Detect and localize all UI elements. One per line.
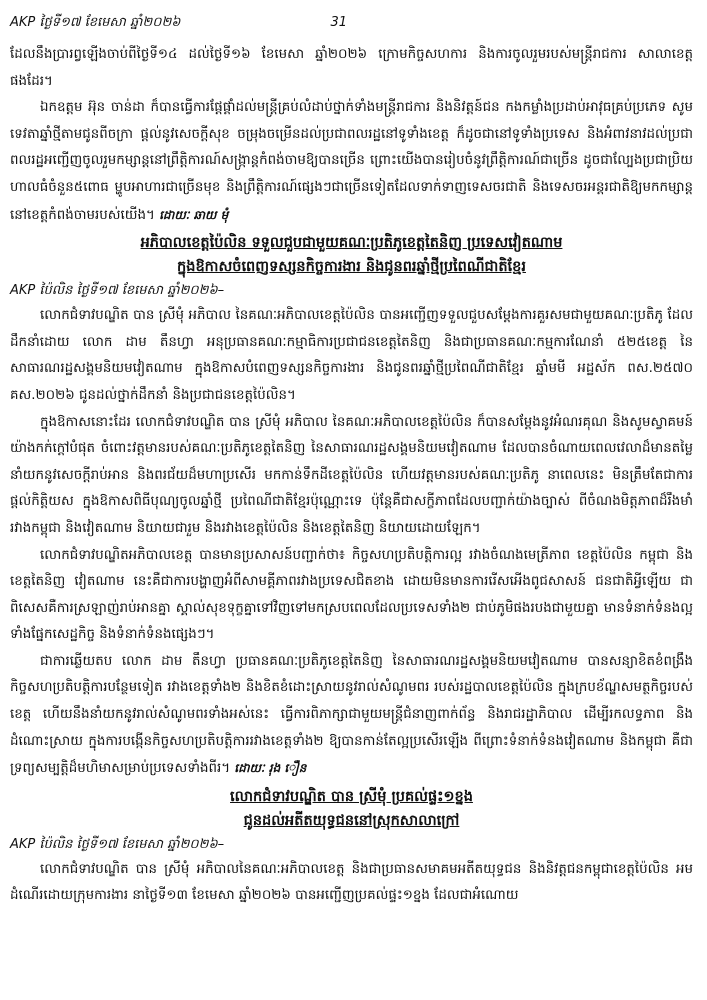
article2-paragraph-4-text: ជាការឆ្លើយតប លោក ដាម តឹនហ្វា ប្រធានគណៈប្រតិភូខេត្តតៃនិញ នៃសាធារណរដ្ឋសង្គមនិយមវៀតណាម បានសន្យាខិតខំពង្រឹងកិច្ចសហប្រតិបត្តិការបន្ថែមទៀត រវាងខេត្តទាំង២ និងខិតខំដោះស្រាយនូវរាល់សំណូមពរ របស់រដ្ឋបាលខេត្តប៉ៃលិន ក្នុងក្របខ័ណ្ឌសមត្ថកិច្ចរបស់ខេត្ត ហើយនឹងនាំយកនូវរាល់សំណូមពរទាំងអស់នេះ ធ្វើការពិភាក្សាជាមួយមន្ត្រីជំនាញពាក់ព័ន្ធ និងរាជរដ្ឋាភិបាល ដើម្បីរកលទ្ធភាព និងដំណោះស្រាយ ក្នុងការបង្កើនកិច្ចសហប្រតិបត្តិការរវាងខេត្តទាំង២ ឱ្យបានកាន់តែល្អប្រសើរឡើង ពីព្រោះទំនាក់ទំនងវៀតណាម និងកម្ពុជា គឺជាទ្រព្យសម្បត្តិដ៏មហិមាសម្រាប់ប្រទេសទាំងពីរ។ (10, 653, 693, 777)
article2-dateline: AKP ប៉ៃលិន ថ្ងៃទី១៧ ខែមេសា ឆ្នាំ២០២៦– (10, 283, 225, 299)
document-page (10, 14, 693, 1000)
article2-title (10, 231, 693, 279)
article3-dateline: AKP ប៉ៃលិន ថ្ងៃទី១៧ ខែមេសា ឆ្នាំ២០២៦– (10, 836, 225, 852)
article1-paragraph-2-text: ឯកឧត្តម អ៊ុន ចាន់ដា ក៏បានធ្វើការផ្តែផ្តាំដល់មន្ត្រីគ្រប់លំដាប់ថ្នាក់ទាំងមន្ត្រីរាជការ និងនិវត្តន៍ជន កងកម្លាំងប្រដាប់អាវុធគ្រប់ប្រភេទ សូមទេវតាឆ្នាំថ្មីតាមជូនពីចក្រា ផ្តល់នូវសេចក្តីសុខ ចម្រុងចម្រើនដល់ប្រជាពលរដ្ឋនៅទូទាំងខេត្ត ក៏ដូចជានៅទូទាំងប្រទេស និងអំពាវនាវដល់ប្រជាពលរដ្ឋអញ្ជើញចូលរួមកម្សាន្តនៅព្រឹត្តិការណ៍សង្ក្រាន្តកំពង់ចាមឱ្យបានច្រើន ព្រោះយើងបានរៀបចំនូវព្រឹត្តិការណ៍ជាច្រើន ដូចជាល្បែងប្រជាប្រិយ ហាលធំចំនួន៥ពោធ ម្ហូបអាហារជាច្រើនមុខ និងព្រឹត្តិការណ៍ផ្សេងៗជាច្រើនទៀតដែលទាក់ទាញទេសចរជាតិ និងទេសចរអន្តរជាតិឱ្យមកកម្សាន្តនៅខេត្តកំពង់ចាមរបស់យើង។ (10, 100, 693, 223)
article3-title-line-1: លោកជំទាវបណ្ឌិត បាន ស្រីមុំ ប្រគល់ផ្ទះ១ខ្នង (230, 788, 473, 805)
page-header (10, 14, 693, 42)
article3-paragraph-1: លោកជំទាវបណ្ឌិត បាន ស្រីមុំ អភិបាលនៃគណៈអភិបាលខេត្ត និងជាប្រធានសមាគមអតីតយុទ្ធជន និងនិវត្តជនកម្ពុជាខេត្តប៉ៃលិន អមដំណើរដោយក្រុមការងារ នាថ្ងៃទី១៣ ខែមេសា ឆ្នាំ២០២៦ បានអញ្ជើញប្រគល់ផ្ទះ១ខ្នង ដែលជាអំណោយ (10, 861, 693, 904)
article3-title (10, 785, 693, 833)
source-header: AKP ថ្ងៃទី១៧ ខែមេសា ឆ្នាំ២០២៦ (10, 15, 181, 30)
article2-paragraph-1: លោកជំទាវបណ្ឌិត បាន ស្រីមុំ អភិបាល នៃគណៈអភិបាលខេត្តប៉ៃលិន បានអញ្ជើញទទួលជួបសម្តែងការគួរសមជាមួយគណៈប្រតិភូ ដែលដឹកនាំដោយ លោក ដាម តឹនហ្វា អនុប្រធានគណៈកម្មាធិការប្រជាជនខេត្តតៃនិញ និងជាប្រធានគណៈកម្មការណែនាំ ៥២៥ខេត្ត នៃសាធារណរដ្ឋសង្គមនិយមវៀតណាម ក្នុងឱកាសបំពេញទស្សនកិច្ចការងារ និងជូនពរឆ្នាំថ្មីប្រពៃណីជាតិខ្មែរ ឆ្នាំមមី អដ្ឋស័ក ពស.២៥៧០ គស.២០២៦ ជូនដល់ថ្នាក់ដឹកនាំ និងប្រជាជនខេត្តប៉ៃលិន។ (10, 308, 693, 403)
article2-paragraph-4 (10, 649, 693, 783)
article2-credit: ដោយៈ រុង ឿន (234, 761, 307, 776)
page-number: 31 (330, 15, 348, 30)
article1-credit: ដោយៈ ឆាយ មុំ (159, 207, 229, 222)
article1-paragraph-1: ដែលនឹងប្រារព្វឡើងចាប់ពីថ្ងៃទី១៤ ដល់ថ្ងៃទី១៦ ខែមេសា ឆ្នាំ២០២៦ ក្រោមកិច្ចសហការ និងការចូលរួមរបស់មន្ត្រីរាជការ សាលាខេត្តផងដែរ។ (10, 47, 693, 89)
article2-paragraph-3: លោកជំទាវបណ្ឌិតអភិបាលខេត្ត បានមានប្រសាសន៍បញ្ជាក់ថា៖ កិច្ចសហប្រតិបត្តិការល្អ រវាងចំណងមេត្រីភាព ខេត្តប៉ៃលិន កម្ពុជា និងខេត្តតៃនិញ វៀតណាម នេះគឺជាការបង្ហាញអំពីសាមគ្គីភាពរវាងប្រទេសជិតខាង ដោយមិនមានការរើសអើងពូជសាសន៍ ជនជាតិអ្វីឡើយ ជាពិសេសគឺការស្រឡាញ់រាប់អានគ្នា ស្គាល់សុខទុក្ខគ្នាទៅវិញទៅមកស្របពេលដែលប្រទេសទាំង២ ជាប់ភូមិផងរបងជាមួយគ្នា មានទំនាក់ទំនងល្អ ទាំងផ្នែកសេដ្ឋកិច្ច និងទំនាក់ទំនងផ្សេងៗ។ (10, 547, 693, 643)
article1-paragraph-2 (10, 95, 693, 229)
article2-title-line-2: ក្នុងឱកាសចំពេញទស្សនកិច្ចការងារ និងជូនពរឆ្នាំថ្មីប្រពៃណីជាតិខ្មែរ (177, 259, 526, 276)
article2-paragraph-2: ក្នុងឱកាសនោះដែរ លោកជំទាវបណ្ឌិត បាន ស្រីមុំ អភិបាល នៃគណៈអភិបាលខេត្តប៉ៃលិន ក៏បានសម្តែងនូវអំណរគុណ និងសូមស្វាគមន៍យ៉ាងកក់ក្តៅបំផុត ចំពោះវត្តមានរបស់គណៈប្រតិភូខេត្តតៃនិញ នៃសាធារណរដ្ឋសង្គមនិយមវៀតណាម ដែលបានចំណាយពេលវេលាដ៏មានតម្លៃ នាំយកនូវសេចក្តីរាប់អាន និងពរជ័យដ៏មហាប្រសើរ មកកាន់ទឹកដីខេត្តប៉ៃលិន ហើយវត្តមានរបស់គណៈប្រតិភូ នាពេលនេះ មិនត្រឹមតែជាការផ្តល់កិត្តិយស ក្នុងឱកាសពិធីបុណ្យចូលឆ្នាំថ្មី ប្រពៃណីជាតិខ្មែរប៉ុណ្ណោះទេ ប៉ុន្តែគឺជាសក្ខីភាពដែលបញ្ជាក់យ៉ាងច្បាស់ ពីចំណងមិត្តភាពដ៏រឹងមាំ រវាងកម្ពុជា និងវៀតណាម និយាយជារួម និងរវាងខេត្តប៉ៃលិន និងខេត្តតៃនិញ និយាយដោយឡែក។ (10, 414, 693, 536)
article3-title-line-2: ជូនដល់អតីតយុទ្ធជននៅស្រុកសាលាក្រៅ (243, 812, 460, 829)
article2-title-line-1: អភិបាលខេត្តប៉ៃលិន ទទួលជួបជាមួយគណៈប្រតិភូខេត្តតៃនិញ ប្រទេសវៀតណាម (140, 235, 563, 252)
